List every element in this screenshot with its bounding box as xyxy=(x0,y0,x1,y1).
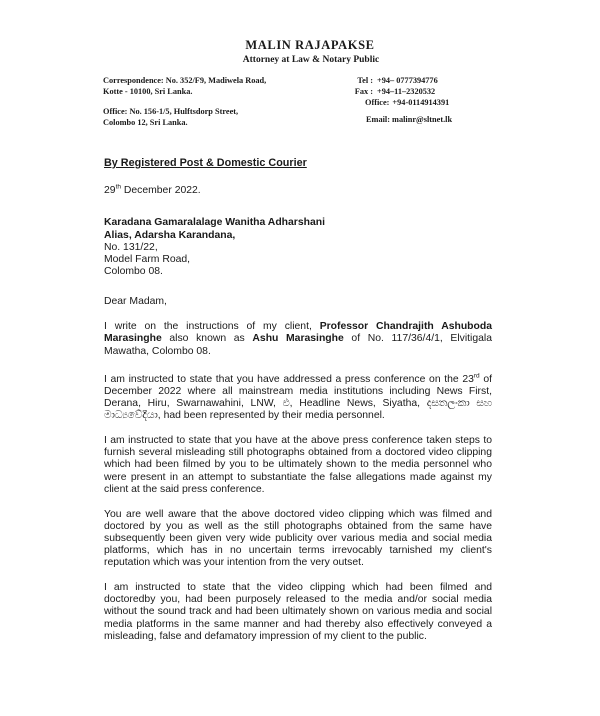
client-name: Professor Chandrajith Ashuboda Marasinghe xyxy=(104,321,492,345)
client-alias: Ashu Marasinghe xyxy=(252,333,344,345)
p2-sup: rd xyxy=(473,372,480,380)
salutation: Dear Madam, xyxy=(104,296,167,308)
correspondence-address xyxy=(103,75,266,97)
paragraph-4: You are well aware that the above doctored video clipping which was filmed and doctored by you as well as the still photographs obtained from the same have subsequently been given very wide publicity over various media and social media platforms, which has in no uncertain terms irrevocably tarnished my client's reputation which was your intention from the very outset. xyxy=(104,508,492,569)
office-address xyxy=(103,106,238,128)
address-line-4: Model Farm Road, xyxy=(104,254,191,266)
paragraph-3: I am instructed to state that you have at the above press conference taken steps to furnish several misleading still photographs obtained from a doctored video clipping which had been filmed by you to be ultimately shown to the media personnel who were present in an attempt to substantiate the false allegations made against my client at the said press conference. xyxy=(104,435,492,495)
delivery-method: By Registered Post & Domestic Courier xyxy=(104,157,307,169)
office-line-1: Office: No. 156-1/5, Hulftsdorp Street, xyxy=(103,107,239,116)
recipient-address xyxy=(104,217,492,278)
tel-label: Tel : xyxy=(357,76,373,85)
email-line: Email: malinr@sltnet.lk xyxy=(366,115,453,124)
letter-body xyxy=(104,157,492,643)
lawyer-name: MALIN RAJAPAKSE xyxy=(245,38,375,52)
date-day: 29 xyxy=(104,185,116,197)
office-tel-row xyxy=(333,97,449,108)
contact-numbers xyxy=(333,75,449,108)
tel-value: +94– 0777394776 xyxy=(377,76,438,85)
fax-row xyxy=(333,86,449,97)
office-line-2: Colombo 12, Sri Lanka. xyxy=(103,118,188,127)
correspondence-line-2: Kotte - 10100, Sri Lanka. xyxy=(103,87,193,96)
address-line-5: Colombo 08. xyxy=(104,266,163,278)
date-suffix: th xyxy=(115,183,121,191)
tel-row xyxy=(333,75,449,86)
correspondence-line-1: Correspondence: No. 352/F9, Madiwela Road, xyxy=(103,76,267,85)
address-line-3: No. 131/22, xyxy=(104,241,158,253)
lawyer-title: Attorney at Law & Notary Public xyxy=(242,55,380,65)
p2-text-a: I am instructed to state that you have addressed a press conference on the 23 xyxy=(104,373,474,385)
date-rest: December 2022. xyxy=(120,185,201,197)
recipient-alias: Alias, Adarsha Karandana, xyxy=(104,229,236,241)
p1-text-a: I write on the instructions of my client, xyxy=(104,321,320,333)
recipient-name: Karadana Gamaralalage Wanitha Adharshani xyxy=(104,217,325,229)
p2-text-b: of December 2022 where all mainstream media institutions including News First, Derana, Hiru, Swarnawahini, LNW, ඵ, Headline News, Siyatha, දසතලංකා සහ මාධ්‍යවේදීයා, had been represented by their media personnel. xyxy=(104,373,492,422)
fax-value: +94–11–2320532 xyxy=(377,87,436,96)
paragraph-1 xyxy=(104,321,492,358)
letterhead xyxy=(0,38,600,65)
office-tel-value: +94-0114914391 xyxy=(392,98,450,107)
paragraph-2 xyxy=(104,374,492,423)
p1-text-c: also known as xyxy=(161,333,253,345)
letter-date xyxy=(104,185,492,197)
p1-text-e: of No. 117/36/4/1, Elvitigala Mawatha, Colombo 08. xyxy=(104,333,493,357)
fax-label: Fax : xyxy=(354,87,373,96)
office-tel-label: Office: xyxy=(365,98,390,107)
paragraph-5: I am instructed to state that the video clipping which had been filmed and doctoredby you, had been purposely released to the media and/or social media without the sound track and had been ultimately shown on various media and social media platforms in the same manner and had thereby also effectively conveyed a misleading, false and defamatory impression of my client to the public. xyxy=(104,582,492,642)
